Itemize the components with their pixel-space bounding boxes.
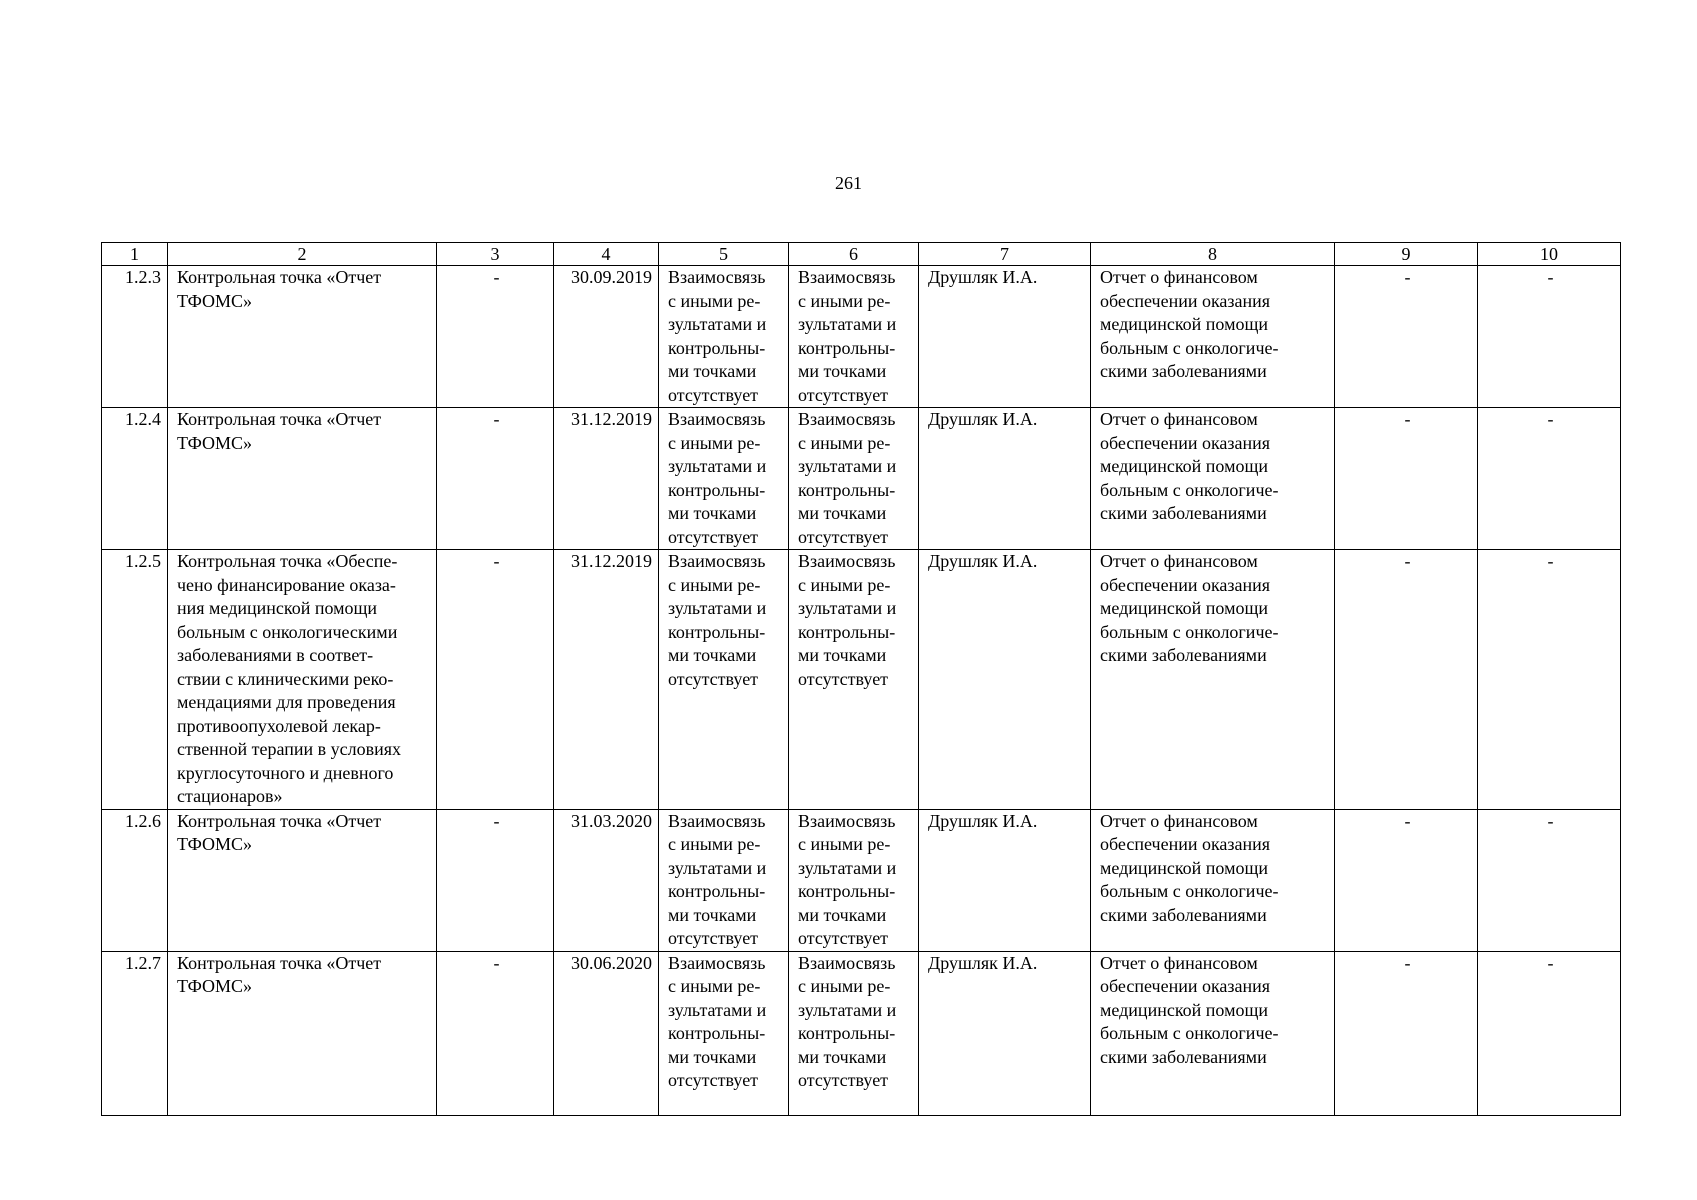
document-cell — [1091, 809, 1335, 951]
column-9-cell: - — [1335, 550, 1478, 810]
cell-line: отсутствует — [668, 1070, 759, 1090]
cell-line: больным с онкологиче- — [1100, 621, 1279, 642]
cell-line: Контрольная точка «Отчет — [177, 409, 382, 429]
item-name-cell — [168, 266, 437, 408]
cell-line: контрольны- — [798, 881, 896, 901]
cell-line: с иными ре- — [798, 976, 891, 996]
cell-line: ми точками — [668, 1046, 757, 1067]
relation-cell-5 — [659, 266, 789, 408]
cell-line: медицинской помощи — [1100, 999, 1268, 1020]
cell-line: ми точками — [668, 503, 757, 523]
cell-line: отсутствует — [798, 384, 889, 405]
page-number: 261 — [835, 173, 862, 193]
cell-line: мендациями для проведения — [177, 692, 396, 712]
cell-line: с иными ре- — [798, 834, 891, 854]
column-10-cell: - — [1478, 550, 1621, 810]
cell-line: больным с онкологическими — [177, 621, 398, 642]
cell-line: Отчет о финансовом — [1100, 409, 1258, 429]
column-9-cell: - — [1335, 809, 1478, 951]
cell-line: обеспечении оказания — [1100, 432, 1271, 453]
item-name-cell — [168, 550, 437, 810]
cell-line: круглосуточного и дневного — [177, 762, 394, 783]
cell-line: ТФОМС» — [177, 432, 253, 453]
cell-line: Взаимосвязь — [798, 952, 896, 973]
cell-line: с иными ре- — [668, 976, 761, 996]
cell-line: контрольны- — [668, 621, 766, 642]
cell-line: Взаимосвязь — [798, 551, 896, 571]
cell-line: ТФОМС» — [177, 290, 253, 311]
column-9-cell: - — [1335, 266, 1478, 408]
item-number-cell: 1.2.7 — [102, 951, 168, 1115]
item-name-cell — [168, 809, 437, 951]
relation-cell-6 — [789, 408, 919, 550]
cell-line: зультатами и — [668, 314, 767, 334]
cell-line: контрольны- — [668, 479, 766, 500]
relation-cell-5 — [659, 809, 789, 951]
column-10-cell: - — [1478, 408, 1621, 550]
cell-line: медицинской помощи — [1100, 598, 1268, 618]
cell-line: скими заболеваниями — [1100, 503, 1267, 523]
cell-line: с иными ре- — [668, 290, 761, 311]
cell-line: с иными ре- — [798, 432, 891, 453]
header-cell: 4 — [554, 243, 659, 266]
item-number-cell: 1.2.6 — [102, 809, 168, 951]
header-cell: 7 — [919, 243, 1091, 266]
cell-line: ми точками — [668, 904, 757, 925]
column-10-cell: - — [1478, 266, 1621, 408]
header-cell: 2 — [168, 243, 437, 266]
cell-line: зультатами и — [668, 598, 767, 618]
cell-line: контрольны- — [668, 1023, 766, 1043]
column-9-cell: - — [1335, 951, 1478, 1115]
cell-line: зультатами и — [798, 456, 897, 476]
responsible-cell: Друшляк И.А. — [919, 266, 1091, 408]
relation-cell-6 — [789, 951, 919, 1115]
responsible-cell: Друшляк И.А. — [919, 550, 1091, 810]
cell-line: Взаимосвязь — [668, 952, 766, 973]
cell-line: контрольны- — [798, 479, 896, 500]
cell-line: зультатами и — [798, 598, 897, 618]
cell-line: отсутствует — [668, 384, 759, 405]
cell-line: ми точками — [798, 1046, 887, 1067]
column-3-cell: - — [437, 550, 554, 810]
column-3-cell: - — [437, 951, 554, 1115]
cell-line: Взаимосвязь — [668, 551, 766, 571]
cell-line: больным с онкологиче- — [1100, 1023, 1279, 1043]
item-number-cell: 1.2.3 — [102, 266, 168, 408]
date-cell: 31.12.2019 — [554, 550, 659, 810]
cell-line: с иными ре- — [798, 290, 891, 311]
document-cell — [1091, 408, 1335, 550]
cell-line: контрольны- — [668, 337, 766, 358]
cell-line: обеспечении оказания — [1100, 834, 1271, 854]
cell-line: с иными ре- — [798, 574, 891, 595]
cell-line: отсутствует — [798, 526, 889, 547]
header-row — [102, 243, 1621, 266]
cell-line: отсутствует — [798, 1070, 889, 1090]
cell-line: стационаров» — [177, 786, 283, 806]
date-cell: 31.12.2019 — [554, 408, 659, 550]
relation-cell-6 — [789, 550, 919, 810]
item-number-cell: 1.2.5 — [102, 550, 168, 810]
cell-line: заболеваниями в соответ- — [177, 645, 374, 665]
item-name-cell — [168, 408, 437, 550]
cell-line: ми точками — [798, 904, 887, 925]
cell-line: с иными ре- — [668, 834, 761, 854]
column-3-cell: - — [437, 809, 554, 951]
cell-line: Взаимосвязь — [668, 409, 766, 429]
cell-line: скими заболеваниями — [1100, 904, 1267, 925]
cell-line: зультатами и — [668, 456, 767, 476]
cell-line: больным с онкологиче- — [1100, 881, 1279, 901]
relation-cell-6 — [789, 809, 919, 951]
column-10-cell: - — [1478, 809, 1621, 951]
cell-line: Контрольная точка «Отчет — [177, 952, 382, 973]
cell-line: чено финансирование оказа- — [177, 574, 396, 595]
cell-line: Контрольная точка «Отчет — [177, 810, 382, 831]
cell-line: контрольны- — [668, 881, 766, 901]
cell-line: Отчет о финансовом — [1100, 551, 1258, 571]
cell-line: контрольны- — [798, 621, 896, 642]
cell-line: контрольны- — [798, 337, 896, 358]
cell-line: отсутствует — [668, 928, 759, 948]
cell-line: контрольны- — [798, 1023, 896, 1043]
column-3-cell: - — [437, 266, 554, 408]
cell-line: отсутствует — [668, 668, 759, 689]
table-row — [102, 266, 1621, 408]
date-cell: 31.03.2020 — [554, 809, 659, 951]
item-number-cell: 1.2.4 — [102, 408, 168, 550]
table-row — [102, 408, 1621, 550]
cell-line: зультатами и — [668, 999, 767, 1020]
document-cell — [1091, 266, 1335, 408]
cell-line: Взаимосвязь — [668, 267, 766, 287]
cell-line: Взаимосвязь — [668, 810, 766, 831]
cell-line: ТФОМС» — [177, 976, 253, 996]
header-cell: 3 — [437, 243, 554, 266]
cell-line: Контрольная точка «Обеспе- — [177, 551, 398, 571]
cell-line: медицинской помощи — [1100, 314, 1268, 334]
header-cell: 9 — [1335, 243, 1478, 266]
cell-line: зультатами и — [798, 857, 897, 878]
item-name-cell — [168, 951, 437, 1115]
header-cell: 8 — [1091, 243, 1335, 266]
cell-line: обеспечении оказания — [1100, 976, 1271, 996]
responsible-cell: Друшляк И.А. — [919, 408, 1091, 550]
cell-line: медицинской помощи — [1100, 857, 1268, 878]
cell-line: медицинской помощи — [1100, 456, 1268, 476]
cell-line: зультатами и — [798, 314, 897, 334]
column-9-cell: - — [1335, 408, 1478, 550]
cell-line: ствии с клиническими реко- — [177, 668, 394, 689]
cell-line: ми точками — [798, 503, 887, 523]
cell-line: ми точками — [798, 361, 887, 381]
cell-line: ТФОМС» — [177, 834, 253, 854]
cell-line: ми точками — [668, 645, 757, 665]
cell-line: Взаимосвязь — [798, 267, 896, 287]
cell-line: противоопухолевой лекар- — [177, 715, 381, 736]
table-row — [102, 550, 1621, 810]
cell-line: отсутствует — [798, 928, 889, 948]
header-cell: 1 — [102, 243, 168, 266]
document-cell — [1091, 550, 1335, 810]
cell-line: зультатами и — [798, 999, 897, 1020]
cell-line: обеспечении оказания — [1100, 574, 1271, 595]
cell-line: ми точками — [798, 645, 887, 665]
cell-line: больным с онкологиче- — [1100, 479, 1279, 500]
table-row — [102, 809, 1621, 951]
cell-line: скими заболеваниями — [1100, 1046, 1267, 1067]
relation-cell-5 — [659, 951, 789, 1115]
cell-line: зультатами и — [668, 857, 767, 878]
responsible-cell: Друшляк И.А. — [919, 951, 1091, 1115]
relation-cell-5 — [659, 550, 789, 810]
cell-line: скими заболеваниями — [1100, 361, 1267, 381]
cell-line: отсутствует — [668, 526, 759, 547]
column-3-cell: - — [437, 408, 554, 550]
cell-line: ми точками — [668, 361, 757, 381]
cell-line: с иными ре- — [668, 432, 761, 453]
document-cell — [1091, 951, 1335, 1115]
date-cell: 30.09.2019 — [554, 266, 659, 408]
cell-line: Отчет о финансовом — [1100, 267, 1258, 287]
cell-line: скими заболеваниями — [1100, 645, 1267, 665]
cell-line: с иными ре- — [668, 574, 761, 595]
milestones-table — [101, 242, 1621, 1116]
relation-cell-5 — [659, 408, 789, 550]
cell-line: Взаимосвязь — [798, 409, 896, 429]
relation-cell-6 — [789, 266, 919, 408]
cell-line: Взаимосвязь — [798, 810, 896, 831]
cell-line: ния медицинской помощи — [177, 598, 378, 618]
cell-line: отсутствует — [798, 668, 889, 689]
date-cell: 30.06.2020 — [554, 951, 659, 1115]
header-cell: 6 — [789, 243, 919, 266]
table-body — [102, 266, 1621, 1116]
column-10-cell: - — [1478, 951, 1621, 1115]
header-cell: 10 — [1478, 243, 1621, 266]
responsible-cell: Друшляк И.А. — [919, 809, 1091, 951]
header-cell: 5 — [659, 243, 789, 266]
table-row — [102, 951, 1621, 1115]
cell-line: ственной терапии в условиях — [177, 739, 402, 759]
cell-line: Контрольная точка «Отчет — [177, 267, 382, 287]
cell-line: обеспечении оказания — [1100, 290, 1271, 311]
cell-line: больным с онкологиче- — [1100, 337, 1279, 358]
cell-line: Отчет о финансовом — [1100, 810, 1258, 831]
cell-line: Отчет о финансовом — [1100, 952, 1258, 973]
